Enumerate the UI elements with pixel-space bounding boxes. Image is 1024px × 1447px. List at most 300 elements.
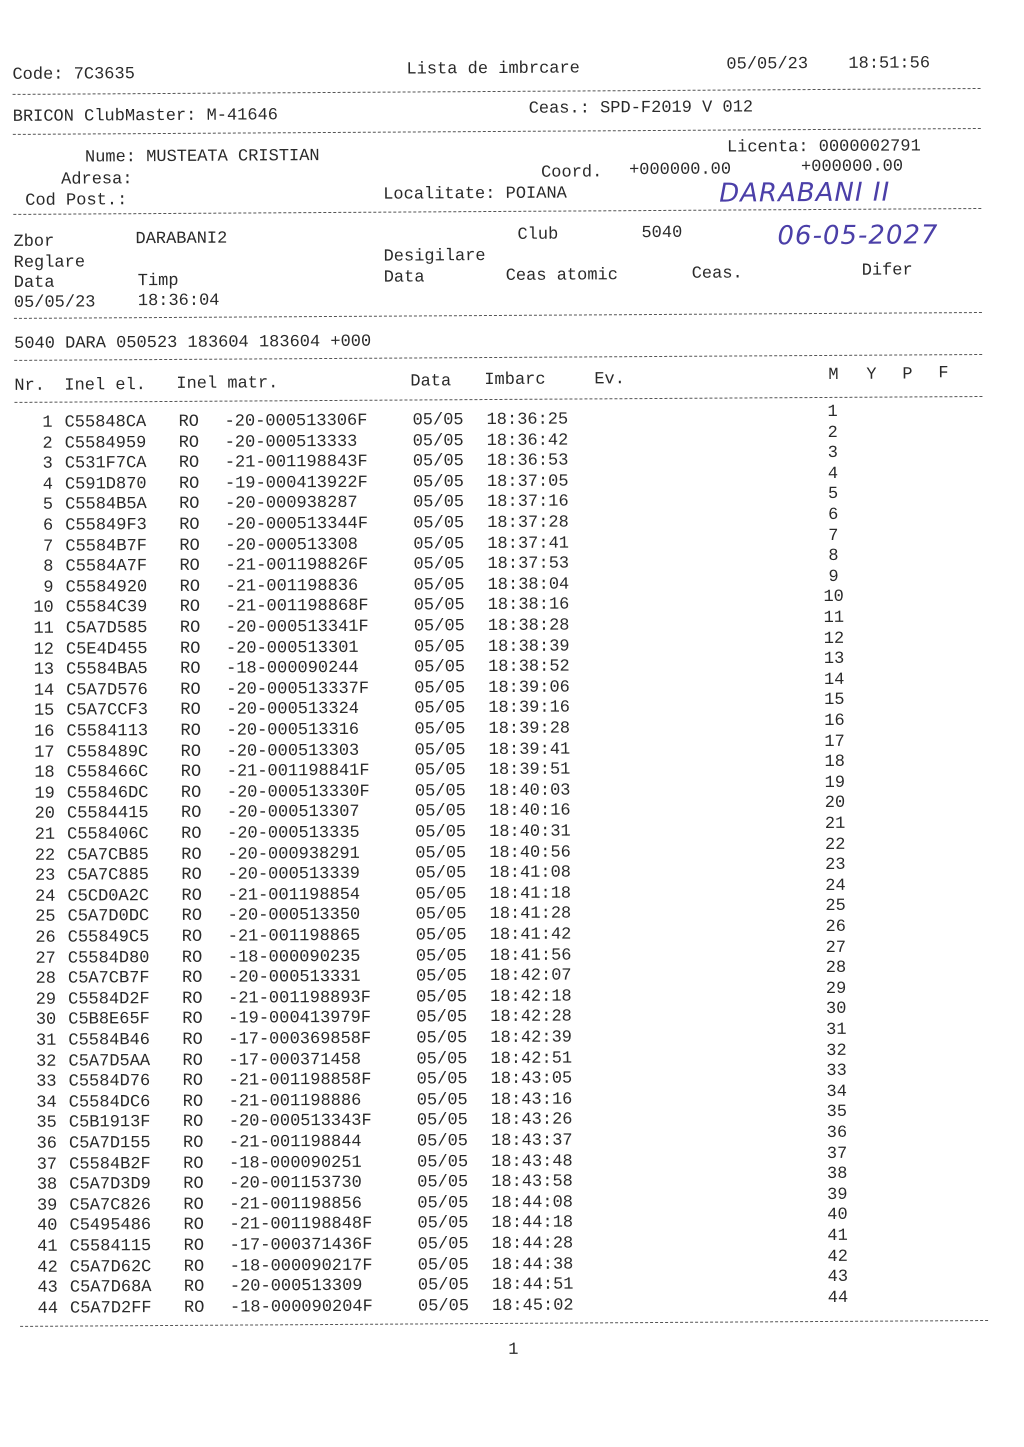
m-count: 8: [828, 547, 839, 567]
m-count: 33: [826, 1062, 847, 1082]
basketing-time: 18:42:07: [489, 966, 572, 987]
electronic-ring: C5584113: [66, 722, 149, 742]
basketing-date: 05/05: [417, 1173, 469, 1193]
basketing-time: 18:39:06: [488, 678, 570, 698]
basketing-date: 05/05: [415, 823, 467, 843]
m-count: 5: [827, 485, 839, 505]
electronic-ring: C5A7D62C: [69, 1257, 152, 1278]
basketing-time: 18:44:18: [491, 1213, 574, 1234]
m-count: 43: [827, 1268, 849, 1288]
basketing-date: 05/05: [416, 1070, 468, 1090]
license: Licenta: 0000002791: [726, 137, 921, 158]
data2-label: Data: [383, 268, 425, 288]
basketing-date: 05/05: [416, 1090, 468, 1111]
clock-model: Ceas.: SPD-F2019 V 012: [528, 98, 754, 119]
basketing-time: 18:39:41: [488, 740, 571, 760]
row-number: 44: [37, 1299, 59, 1319]
ring-number: -21-001198848F: [229, 1215, 373, 1236]
country-code: RO: [179, 598, 201, 618]
basketing-time: 18:41:08: [489, 863, 572, 884]
electronic-ring: C5584B46: [68, 1031, 151, 1051]
basketing-time: 18:42:18: [490, 987, 572, 1007]
row-number: 34: [36, 1093, 57, 1113]
basketing-date: 05/05: [415, 926, 467, 946]
country-code: RO: [181, 886, 202, 906]
ring-number: -21-001198868F: [225, 597, 369, 618]
basketing-date: 05/05: [416, 1111, 468, 1131]
country-code: RO: [183, 1257, 205, 1277]
ring-number: -21-001198826F: [225, 555, 369, 576]
m-count: 11: [823, 608, 845, 628]
row-number: 15: [33, 702, 55, 722]
country-code: RO: [178, 474, 200, 494]
divider: [13, 208, 981, 215]
col-inel-matr: Inel matr.: [176, 374, 279, 394]
basketing-date: 05/05: [417, 1152, 469, 1173]
electronic-ring: C558489C: [66, 742, 149, 763]
divider: [14, 312, 982, 319]
basketing-date: 05/05: [412, 452, 464, 472]
electronic-ring: C5584B7F: [65, 536, 148, 557]
m-count: 30: [825, 1000, 847, 1020]
electronic-ring: C5A7CCF3: [66, 701, 149, 721]
row-number: 37: [36, 1155, 58, 1175]
electronic-ring: C55848CA: [64, 413, 147, 433]
divider: [20, 1320, 988, 1327]
summary-line: 5040 DARA 050523 183604 183604 +000: [14, 332, 372, 354]
ring-number: -18-000090217F: [229, 1256, 373, 1277]
code-label: Code: 7C3635: [12, 65, 135, 85]
ring-number: -20-000513309: [229, 1276, 363, 1297]
m-count: 38: [826, 1165, 848, 1185]
basketing-date: 05/05: [415, 905, 467, 925]
postal-code-label: Cod Post.:: [25, 191, 128, 211]
electronic-ring: C5A7CB7F: [67, 969, 150, 989]
country-code: RO: [182, 1030, 203, 1050]
electronic-ring: C5A7D3D9: [69, 1175, 151, 1195]
row-number: 41: [37, 1237, 58, 1257]
basketing-date: 05/05: [414, 761, 466, 781]
electronic-ring: C5584DC6: [68, 1092, 151, 1113]
electronic-ring: C5584C39: [65, 598, 148, 619]
ring-number: -20-000513350: [227, 906, 361, 927]
basketing-date: 05/05: [414, 720, 466, 740]
electronic-ring: C5B1913F: [68, 1113, 151, 1133]
basketing-time: 18:40:56: [489, 843, 571, 863]
basketing-time: 18:41:42: [489, 925, 572, 946]
row-number: 26: [35, 928, 56, 948]
m-count: 1: [827, 402, 838, 422]
row-number: 17: [34, 743, 55, 763]
ring-number: -18-000090204F: [229, 1297, 373, 1318]
basketing-time: 18:43:48: [491, 1152, 573, 1172]
basketing-time: 18:37:53: [487, 554, 570, 575]
ring-number: -18-000090235: [227, 947, 361, 968]
basketing-date: 05/05: [417, 1235, 469, 1255]
country-code: RO: [179, 536, 200, 556]
ring-number: -18-000090244: [226, 659, 359, 679]
basketing-date: 05/05: [417, 1276, 469, 1296]
basketing-time: 18:38:28: [487, 616, 570, 637]
electronic-ring: C5584B2F: [69, 1154, 151, 1175]
row-number: 12: [33, 640, 55, 660]
m-count: 22: [824, 835, 846, 855]
electronic-ring: C5584959: [64, 433, 147, 454]
electronic-ring: C5A7D576: [66, 680, 148, 701]
country-code: RO: [179, 639, 201, 659]
reglare-date: 05/05/23: [13, 293, 96, 313]
electronic-ring: C5584A7F: [65, 557, 148, 577]
ring-number: -20-000513333: [224, 432, 358, 453]
basketing-date: 05/05: [414, 740, 466, 761]
electronic-ring: C55846DC: [66, 783, 149, 804]
basketing-time: 18:41:28: [489, 904, 572, 925]
electronic-ring: C5584D76: [68, 1072, 151, 1092]
col-imbarc: Imbarc: [484, 370, 546, 391]
m-count: 24: [825, 876, 846, 896]
country-code: RO: [178, 433, 200, 453]
club-label: Club: [517, 225, 559, 245]
country-code: RO: [180, 701, 201, 721]
basketing-date: 05/05: [417, 1255, 469, 1276]
m-count: 7: [828, 526, 839, 546]
row-number: 11: [33, 619, 54, 639]
basketing-date: 05/05: [416, 1049, 468, 1070]
basketing-date: 05/05: [414, 658, 466, 678]
electronic-ring: C5584BA5: [66, 660, 148, 680]
ring-number: -20-000513344F: [225, 514, 369, 535]
electronic-ring: C5A7C826: [69, 1195, 152, 1216]
country-code: RO: [180, 721, 201, 741]
electronic-ring: C5CD0A2C: [67, 886, 150, 907]
electronic-ring: C5A7D68A: [69, 1278, 152, 1298]
ring-number: -21-001198836: [225, 576, 359, 597]
atomic-clock-label: Ceas atomic: [505, 266, 618, 286]
basketing-date: 05/05: [417, 1193, 469, 1214]
row-number: 35: [36, 1114, 57, 1134]
basketing-date: 05/05: [415, 946, 467, 967]
m-count: 35: [826, 1103, 848, 1123]
electronic-ring: C531F7CA: [64, 454, 147, 474]
m-count: 44: [827, 1288, 849, 1308]
ring-number: -20-000513343F: [228, 1112, 372, 1133]
country-code: RO: [181, 927, 203, 947]
electronic-ring: C5495486: [69, 1216, 152, 1236]
row-number: 6: [42, 516, 54, 536]
basketing-time: 18:39:51: [488, 760, 571, 781]
country-code: RO: [180, 762, 202, 783]
basketing-date: 05/05: [413, 534, 465, 555]
basketing-time: 18:43:58: [491, 1172, 573, 1193]
row-number: 5: [42, 496, 54, 516]
coord-y: +000000.00: [800, 157, 904, 178]
basketing-time: 18:36:25: [486, 410, 569, 431]
country-code: RO: [179, 515, 200, 535]
divider: [14, 396, 982, 403]
m-count: 10: [823, 588, 844, 608]
electronic-ring: C55849C5: [67, 928, 150, 948]
row-number: 14: [33, 681, 55, 701]
ring-number: -21-001198893F: [228, 988, 371, 1009]
ring-number: -20-000513339: [227, 865, 361, 885]
row-number: 33: [36, 1072, 57, 1092]
electronic-ring: C5B8E65F: [68, 1010, 150, 1030]
m-count: 2: [827, 423, 838, 443]
ring-number: -21-001198841F: [226, 761, 370, 782]
country-code: RO: [182, 1010, 203, 1030]
country-code: RO: [182, 1133, 204, 1153]
row-number: 19: [34, 784, 55, 804]
row-number: 43: [37, 1278, 58, 1298]
electronic-ring: C5A7D0DC: [67, 907, 150, 927]
ring-number: -21-001198865: [227, 926, 361, 947]
basketing-date: 05/05: [413, 617, 465, 637]
basketing-time: 18:43:37: [490, 1131, 573, 1152]
row-number: 3: [42, 454, 53, 474]
m-count: 12: [823, 629, 845, 649]
ring-number: -17-000371458: [228, 1050, 362, 1071]
basketing-time: 18:40:03: [488, 781, 571, 801]
country-code: RO: [183, 1154, 204, 1174]
basketing-time: 18:38:39: [487, 637, 570, 657]
row-number: 1: [42, 413, 53, 433]
basketing-time: 18:37:41: [487, 534, 570, 554]
country-code: RO: [182, 1092, 204, 1112]
country-code: RO: [181, 907, 203, 927]
ring-number: -21-001198886: [228, 1091, 362, 1112]
m-count: 25: [825, 897, 846, 917]
reglare-label: Reglare: [13, 253, 86, 273]
electronic-ring: C5A7CB85: [67, 845, 149, 866]
country-code: RO: [182, 1051, 203, 1071]
row-number: 30: [35, 1011, 57, 1031]
basketing-time: 18:38:16: [487, 595, 570, 616]
row-number: 21: [34, 825, 56, 845]
country-code: RO: [180, 742, 202, 762]
row-number: 7: [43, 537, 54, 557]
basketing-date: 05/05: [412, 431, 464, 452]
print-time: 18:51:56: [848, 54, 931, 74]
row-number: 39: [36, 1196, 58, 1216]
basketing-date: 05/05: [413, 493, 465, 513]
basketing-date: 05/05: [416, 1132, 469, 1152]
country-code: RO: [183, 1216, 204, 1236]
country-code: RO: [182, 1113, 204, 1133]
m-count: 41: [827, 1226, 848, 1246]
basketing-date: 05/05: [417, 1214, 469, 1234]
m-count: 9: [828, 567, 839, 587]
m-count: 14: [823, 670, 845, 690]
document-title: Lista de imbrcare: [406, 59, 580, 80]
electronic-ring: C558406C: [67, 825, 149, 845]
handwritten-date: 06-05-2027: [777, 220, 939, 252]
basketing-time: 18:39:16: [488, 698, 571, 719]
ring-number: -20-000938287: [225, 494, 358, 515]
row-number: 22: [34, 846, 56, 866]
basketing-time: 18:37:05: [486, 472, 569, 492]
country-code: RO: [183, 1298, 205, 1318]
ring-number: -20-000513303: [226, 741, 360, 762]
coord-x: +000000.00: [628, 160, 732, 181]
m-count: 23: [825, 856, 846, 876]
electronic-ring: C5584D80: [67, 948, 150, 969]
basketing-date: 05/05: [414, 781, 466, 802]
basketing-time: 18:36:42: [486, 431, 569, 451]
electronic-ring: C5A7D585: [65, 619, 148, 639]
m-count: 13: [823, 650, 845, 670]
m-count: 37: [826, 1144, 848, 1164]
page-number: 1: [508, 1340, 519, 1360]
m-count: 6: [827, 505, 839, 525]
country-code: RO: [181, 865, 202, 886]
basketing-date: 05/05: [413, 514, 465, 534]
m-count: 16: [824, 711, 845, 731]
row-number: 13: [33, 660, 55, 680]
basketing-time: 18:42:28: [490, 1007, 572, 1028]
col-p: P: [902, 365, 913, 385]
country-code: RO: [181, 824, 202, 844]
electronic-ring: C5584115: [69, 1237, 152, 1257]
coord-label: Coord.: [541, 163, 603, 183]
country-code: RO: [180, 659, 201, 680]
basketing-time: 18:42:51: [490, 1049, 573, 1069]
country-code: RO: [183, 1236, 205, 1256]
basketing-date: 05/05: [413, 575, 465, 596]
row-number: 29: [35, 990, 57, 1010]
country-code: RO: [183, 1174, 204, 1195]
ring-number: -20-000938291: [227, 844, 360, 865]
col-inel-el: Inel el.: [64, 376, 147, 396]
m-count: 42: [827, 1247, 848, 1267]
flight-label: Zbor: [13, 232, 55, 252]
owner-name: Nume: MUSTEATA CRISTIAN: [84, 147, 320, 168]
country-code: RO: [180, 680, 201, 700]
electronic-ring: C5A7D155: [68, 1134, 151, 1154]
reglare-time: 18:36:04: [137, 291, 220, 312]
ring-number: -20-001153730: [229, 1173, 362, 1194]
ring-number: -20-000513306F: [224, 411, 368, 432]
basketing-date: 05/05: [414, 802, 467, 822]
row-number: 18: [34, 763, 55, 783]
data-label: Data: [13, 273, 55, 293]
basketing-date: 05/05: [415, 884, 467, 905]
basketing-time: 18:39:28: [488, 719, 571, 740]
row-number: 42: [37, 1258, 58, 1278]
row-number: 8: [43, 557, 54, 577]
country-code: RO: [183, 1277, 205, 1298]
col-m: M: [828, 365, 839, 385]
electronic-ring: C5584D2F: [68, 989, 150, 1010]
basketing-date: 05/05: [416, 987, 468, 1008]
row-number: 20: [34, 805, 56, 825]
m-count: 40: [827, 1206, 848, 1226]
row-number: 10: [33, 599, 54, 619]
basketing-date: 05/05: [413, 637, 466, 658]
basketing-date: 05/05: [413, 555, 465, 575]
electronic-ring: C5584B5A: [65, 495, 147, 516]
basketing-time: 18:41:18: [489, 884, 572, 904]
basketing-time: 18:44:08: [491, 1193, 574, 1213]
basketing-date: 05/05: [417, 1296, 470, 1317]
row-number: 32: [36, 1052, 57, 1072]
electronic-ring: C55849F3: [65, 516, 147, 536]
col-ev: Ev.: [594, 370, 625, 390]
ring-number: -20-000513335: [227, 823, 360, 844]
ring-number: -17-000369858F: [228, 1029, 372, 1050]
basketing-date: 05/05: [413, 596, 465, 616]
ring-number: -20-000513331: [227, 968, 361, 988]
m-count: 18: [824, 753, 845, 773]
basketing-time: 18:37:28: [487, 513, 569, 534]
basketing-date: 05/05: [416, 1029, 468, 1049]
row-number: 28: [35, 969, 57, 989]
m-count: 3: [827, 444, 838, 464]
ring-number: -20-000513330F: [226, 782, 370, 803]
address-label: Adresa:: [61, 170, 133, 190]
m-count: 28: [825, 959, 847, 979]
club-master: BRICON ClubMaster: M-41646: [12, 106, 279, 127]
country-code: RO: [183, 1195, 204, 1215]
row-number: 31: [35, 1031, 57, 1051]
m-count: 39: [827, 1185, 848, 1205]
col-y: Y: [866, 365, 877, 385]
country-code: RO: [178, 453, 200, 474]
divider: [13, 88, 981, 95]
m-count: 26: [825, 917, 846, 937]
ring-number: -20-000513301: [225, 638, 359, 659]
ring-number: -21-001198858F: [228, 1070, 372, 1091]
ring-number: -21-001198854: [227, 885, 361, 906]
basketing-time: 18:44:28: [491, 1234, 574, 1255]
basketing-time: 18:44:38: [491, 1255, 574, 1275]
divider: [13, 128, 981, 135]
ring-number: -20-000513316: [226, 720, 360, 741]
basketing-time: 18:42:39: [490, 1028, 573, 1049]
electronic-ring: C5584415: [66, 804, 149, 824]
electronic-ring: C558466C: [66, 763, 149, 783]
basketing-date: 05/05: [415, 967, 468, 987]
row-number: 25: [35, 908, 56, 928]
row-number: 4: [42, 475, 54, 495]
electronic-ring: C5584920: [65, 577, 148, 598]
row-number: 2: [42, 434, 53, 454]
basketing-date: 05/05: [412, 472, 465, 493]
basketing-time: 18:44:51: [491, 1275, 574, 1296]
ring-number: -18-000090251: [229, 1153, 362, 1174]
country-code: RO: [179, 618, 201, 638]
row-number: 40: [37, 1217, 58, 1237]
basketing-time: 18:40:31: [489, 822, 571, 843]
m-count: 15: [824, 691, 845, 711]
basketing-time: 18:36:53: [486, 451, 569, 472]
country-code: RO: [182, 1071, 204, 1092]
diff-label: Difer: [861, 261, 913, 281]
basketing-time: 18:38:04: [487, 575, 570, 595]
m-count: 4: [827, 464, 839, 484]
m-count: 36: [826, 1123, 848, 1143]
m-count: 34: [826, 1082, 847, 1102]
country-code: RO: [181, 968, 203, 989]
country-code: RO: [181, 948, 203, 968]
country-code: RO: [180, 783, 202, 803]
m-count: 27: [825, 938, 847, 958]
basketing-date: 05/05: [415, 843, 467, 864]
ring-number: -19-000413979F: [228, 1009, 372, 1030]
row-number: 27: [35, 949, 56, 969]
row-number: 24: [35, 887, 56, 907]
ring-number: -20-000513337F: [226, 679, 370, 700]
handwritten-name: DARABANI II: [719, 177, 891, 209]
